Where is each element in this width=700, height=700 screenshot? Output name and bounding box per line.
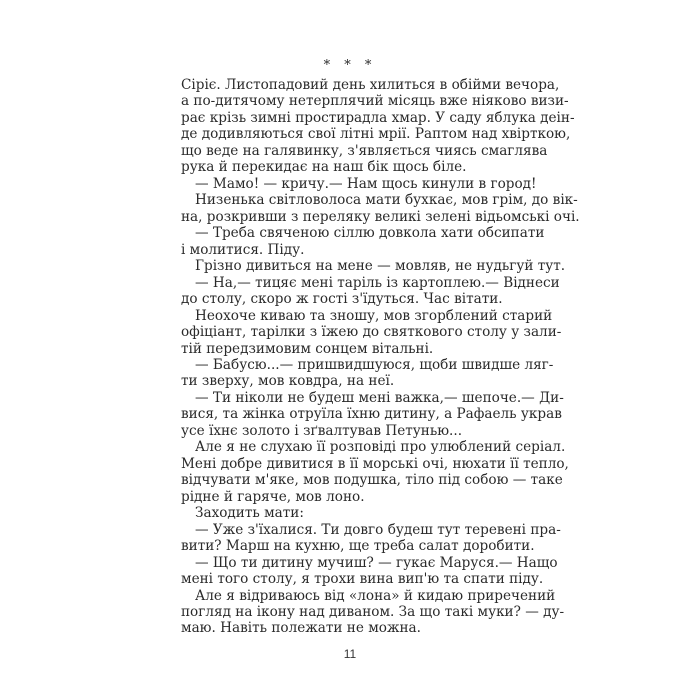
text-line: Мені добре дивитися в її морські очі, нюхати її тепло, xyxy=(181,455,569,472)
text-line: — Бабусю...— пришвидшуюся, щоби швидше ляг- xyxy=(195,356,554,373)
text-line: ти зверху, мов ковдра, на неї. xyxy=(181,373,395,390)
text-line: Низенька світловолоса мати бухкає, мов грім, до вік- xyxy=(195,192,578,209)
text-line: Але я відриваюсь від «лона» й кидаю приречений xyxy=(195,587,556,604)
text-line: Грізно дивиться на мене — мовляв, не нудьгуй тут. xyxy=(195,258,566,275)
text-line: рає крізь зимні простирадла хмар. У саду яблука деін- xyxy=(181,109,575,126)
section-separator: * * * xyxy=(323,58,377,73)
text-line: — Що ти дитину мучиш? — гукає Маруся.— Нащо xyxy=(195,554,558,571)
text-line: Сіріє. Листопадовий день хилиться в обійми вечора, xyxy=(181,77,560,93)
text-line: вити? Марш на кухню, ще треба салат доробити. xyxy=(181,538,535,555)
text-line: а по-дитячому нетерплячий місяць вже ніяково визи- xyxy=(181,93,569,110)
text-line: Але я не слухаю її розповіді про улюблений серіал. xyxy=(195,439,566,456)
text-line: вися, та жінка отруїла їхню дитину, а Рафаель украв xyxy=(181,406,562,423)
text-line: погляд на ікону над диваном. За що такі муки? — ду- xyxy=(181,604,565,620)
text-line: і молитися. Піду. xyxy=(181,241,305,258)
text-line: на, розкривши з переляку великі зелені відьомські очі. xyxy=(181,208,580,225)
text-line: усе їхнє золото і зґвалтував Петунью... xyxy=(181,422,463,439)
text-line: маю. Навіть полежати не можна. xyxy=(181,620,421,637)
text-line: де додивляються свої літні мрії. Раптом над хвірткою, xyxy=(181,126,571,143)
text-line: — Мамо! — кричу.— Нам щось кинули в город! xyxy=(195,175,537,192)
text-line: — Уже з'їхалися. Ти довго будеш тут теревені пра- xyxy=(195,521,561,538)
text-line: що веде на галявинку, з'являється чиясь смаглява xyxy=(181,142,548,159)
page-number: 11 xyxy=(343,647,357,661)
body-text xyxy=(181,77,580,637)
text-line: рідне й гаряче, мов лоно. xyxy=(181,488,365,505)
text-line: рука й перекидає на наш бік щось біле. xyxy=(181,159,467,176)
text-line: тій передзимовим сонцем вітальні. xyxy=(181,340,434,357)
text-line: відчувати м'яке, мов подушка, тіло під собою — таке xyxy=(181,472,563,489)
text-line: — Ти ніколи не будеш мені важка,— шепоче.— Ди- xyxy=(195,389,564,406)
text-line: Неохоче киваю та зношу, мов згорблений старий xyxy=(195,307,553,324)
text-line: — На,— тицяє мені таріль із картоплею.— Віднеси xyxy=(195,274,560,291)
text-line: до столу, скоро ж гості з'їдуться. Час вітати. xyxy=(181,291,503,308)
text-line: — Треба свяченою сіллю довкола хати обсипати xyxy=(195,225,545,242)
text-line: офіціант, тарілки з їжею до святкового столу у зали- xyxy=(181,324,562,341)
text-line: Заходить мати: xyxy=(195,505,304,522)
text-line: мені того столу, я трохи вина вип'ю та спати піду. xyxy=(181,571,544,588)
